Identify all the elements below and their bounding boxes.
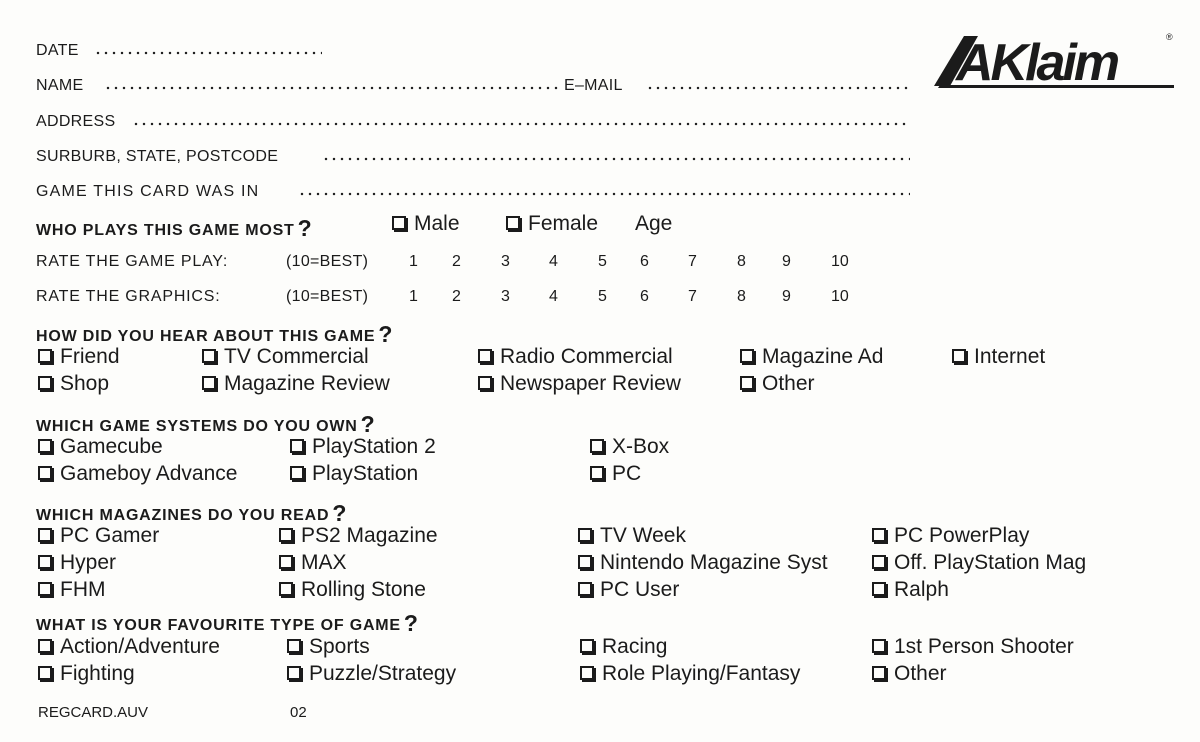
female-checkbox[interactable] — [506, 216, 520, 230]
name-label: NAME — [36, 77, 84, 94]
system-option-pc[interactable]: PC — [590, 462, 641, 486]
magazine-option-ralph[interactable]: Ralph — [872, 578, 949, 602]
hear-newspaper-review-checkbox[interactable] — [478, 376, 492, 390]
magazine-option-pc-powerplay[interactable]: PC PowerPlay — [872, 524, 1029, 548]
game-type-sports-checkbox[interactable] — [287, 639, 301, 653]
magazine-option-pc-gamer[interactable]: PC Gamer — [38, 524, 159, 548]
magazine-nintendo-checkbox[interactable] — [578, 555, 592, 569]
acclaim-logo — [934, 30, 1178, 88]
name-line[interactable] — [104, 86, 562, 90]
hear-internet-checkbox[interactable] — [952, 349, 966, 363]
hear-radio-commercial-checkbox[interactable] — [478, 349, 492, 363]
game-card-line[interactable] — [298, 192, 910, 196]
rate-game-play-9[interactable]: 9 — [782, 253, 791, 270]
game-type-puzzle-strategy-checkbox[interactable] — [287, 666, 301, 680]
system-option-gameboy-advance[interactable]: Gameboy Advance — [38, 462, 237, 486]
rate-graphics-2[interactable]: 2 — [452, 288, 461, 305]
footer-number: 02 — [290, 704, 307, 721]
rate-game-play-5[interactable]: 5 — [598, 253, 607, 270]
magazine-option-ps2-magazine[interactable]: PS2 Magazine — [279, 524, 438, 548]
rate-game-play-7[interactable]: 7 — [688, 253, 697, 270]
rate-game-play-8[interactable]: 8 — [737, 253, 746, 270]
game-card-label: GAME THIS CARD WAS IN — [36, 183, 260, 200]
game-type-option-other[interactable]: Other — [872, 662, 947, 686]
game-type-option-role-playing[interactable]: Role Playing/Fantasy — [580, 662, 800, 686]
system-playstation-checkbox[interactable] — [290, 466, 304, 480]
suburb-label: SURBURB, STATE, POSTCODE — [36, 148, 279, 165]
rate-graphics-3[interactable]: 3 — [501, 288, 510, 305]
rate-game-play-scale: (10=BEST) — [286, 253, 369, 270]
hear-other-checkbox[interactable] — [740, 376, 754, 390]
magazine-option-nintendo-magazine[interactable]: Nintendo Magazine Syst — [578, 551, 828, 575]
magazine-option-rolling-stone[interactable]: Rolling Stone — [279, 578, 426, 602]
game-type-title: WHAT IS YOUR FAVOURITE TYPE OF GAME ? — [36, 610, 419, 636]
magazine-fhm-checkbox[interactable] — [38, 582, 52, 596]
hear-magazine-review-checkbox[interactable] — [202, 376, 216, 390]
hear-option-friend[interactable]: Friend — [38, 345, 120, 369]
system-option-gamecube[interactable]: Gamecube — [38, 435, 163, 459]
email-label: E–MAIL — [564, 77, 623, 94]
rate-graphics-1[interactable]: 1 — [409, 288, 418, 305]
system-pc-checkbox[interactable] — [590, 466, 604, 480]
male-checkbox[interactable] — [392, 216, 406, 230]
hear-shop-checkbox[interactable] — [38, 376, 52, 390]
magazine-option-pc-user[interactable]: PC User — [578, 578, 679, 602]
address-label: ADDRESS — [36, 113, 116, 130]
hear-option-other[interactable]: Other — [740, 372, 815, 396]
hear-option-tv-commercial[interactable]: TV Commercial — [202, 345, 369, 369]
game-type-role-playing-checkbox[interactable] — [580, 666, 594, 680]
magazine-pc-powerplay-checkbox[interactable] — [872, 528, 886, 542]
hear-option-internet[interactable]: Internet — [952, 345, 1045, 369]
system-xbox-checkbox[interactable] — [590, 439, 604, 453]
hear-tv-commercial-checkbox[interactable] — [202, 349, 216, 363]
game-type-1st-person-shooter-checkbox[interactable] — [872, 639, 886, 653]
hear-friend-checkbox[interactable] — [38, 349, 52, 363]
system-playstation-2-checkbox[interactable] — [290, 439, 304, 453]
game-type-racing-checkbox[interactable] — [580, 639, 594, 653]
magazine-official-playstation-checkbox[interactable] — [872, 555, 886, 569]
hear-option-newspaper-review[interactable]: Newspaper Review — [478, 372, 681, 396]
rate-game-play-3[interactable]: 3 — [501, 253, 510, 270]
game-type-fighting-checkbox[interactable] — [38, 666, 52, 680]
rate-graphics-10[interactable]: 10 — [831, 288, 849, 305]
system-gamecube-checkbox[interactable] — [38, 439, 52, 453]
magazine-ralph-checkbox[interactable] — [872, 582, 886, 596]
footer-code: REGCARD.AUV — [38, 704, 149, 721]
address-line[interactable] — [132, 122, 910, 126]
game-type-option-racing[interactable]: Racing — [580, 635, 667, 659]
hear-option-magazine-review[interactable]: Magazine Review — [202, 372, 390, 396]
rate-game-play-6[interactable]: 6 — [640, 253, 649, 270]
game-type-option-1st-person-shooter[interactable]: 1st Person Shooter — [872, 635, 1074, 659]
rate-graphics-label: RATE THE GRAPHICS: — [36, 288, 221, 305]
game-type-action-adventure-checkbox[interactable] — [38, 639, 52, 653]
magazine-option-official-playstation[interactable]: Off. PlayStation Mag — [872, 551, 1086, 575]
email-line[interactable] — [646, 86, 910, 90]
female-option[interactable]: Female — [506, 212, 598, 236]
magazine-rolling-stone-checkbox[interactable] — [279, 582, 293, 596]
rate-game-play-2[interactable]: 2 — [452, 253, 461, 270]
magazine-option-fhm[interactable]: FHM — [38, 578, 106, 602]
suburb-line[interactable] — [322, 157, 910, 161]
magazine-pc-gamer-checkbox[interactable] — [38, 528, 52, 542]
system-option-playstation[interactable]: PlayStation — [290, 462, 418, 486]
magazine-tv-week-checkbox[interactable] — [578, 528, 592, 542]
rate-game-play-4[interactable]: 4 — [549, 253, 558, 270]
rate-game-play-10[interactable]: 10 — [831, 253, 849, 270]
rate-game-play-1[interactable]: 1 — [409, 253, 418, 270]
hear-option-radio-commercial[interactable]: Radio Commercial — [478, 345, 673, 369]
hear-option-shop[interactable]: Shop — [38, 372, 109, 396]
hear-title: HOW DID YOU HEAR ABOUT THIS GAME ? — [36, 321, 394, 347]
magazine-hyper-checkbox[interactable] — [38, 555, 52, 569]
magazine-option-hyper[interactable]: Hyper — [38, 551, 116, 575]
rate-graphics-5[interactable]: 5 — [598, 288, 607, 305]
game-type-option-fighting[interactable]: Fighting — [38, 662, 135, 686]
magazine-max-checkbox[interactable] — [279, 555, 293, 569]
game-type-option-action-adventure[interactable]: Action/Adventure — [38, 635, 220, 659]
hear-magazine-ad-checkbox[interactable] — [740, 349, 754, 363]
age-label: Age — [635, 212, 673, 235]
magazine-pc-user-checkbox[interactable] — [578, 582, 592, 596]
magazine-ps2-magazine-checkbox[interactable] — [279, 528, 293, 542]
svg-text:®: ® — [1166, 32, 1173, 42]
system-gameboy-advance-checkbox[interactable] — [38, 466, 52, 480]
rate-graphics-6[interactable]: 6 — [640, 288, 649, 305]
svg-text:AKlaim: AKlaim — [956, 34, 1118, 88]
game-type-other-checkbox[interactable] — [872, 666, 886, 680]
rate-game-play-label: RATE THE GAME PLAY: — [36, 253, 229, 270]
male-option[interactable]: Male — [392, 212, 460, 236]
system-option-playstation-2[interactable]: PlayStation 2 — [290, 435, 436, 459]
game-type-option-puzzle-strategy[interactable]: Puzzle/Strategy — [287, 662, 456, 686]
magazine-option-tv-week[interactable]: TV Week — [578, 524, 686, 548]
who-plays-title: WHO PLAYS THIS GAME MOST ? — [36, 215, 313, 241]
rate-graphics-8[interactable]: 8 — [737, 288, 746, 305]
magazines-title: WHICH MAGAZINES DO YOU READ ? — [36, 500, 348, 526]
date-line[interactable] — [94, 51, 322, 55]
hear-option-magazine-ad[interactable]: Magazine Ad — [740, 345, 883, 369]
rate-graphics-4[interactable]: 4 — [549, 288, 558, 305]
game-type-option-sports[interactable]: Sports — [287, 635, 370, 659]
systems-title: WHICH GAME SYSTEMS DO YOU OWN ? — [36, 411, 376, 437]
rate-graphics-7[interactable]: 7 — [688, 288, 697, 305]
rate-graphics-scale: (10=BEST) — [286, 288, 369, 305]
magazine-option-max[interactable]: MAX — [279, 551, 347, 575]
system-option-xbox[interactable]: X-Box — [590, 435, 669, 459]
rate-graphics-9[interactable]: 9 — [782, 288, 791, 305]
date-label: DATE — [36, 42, 79, 59]
